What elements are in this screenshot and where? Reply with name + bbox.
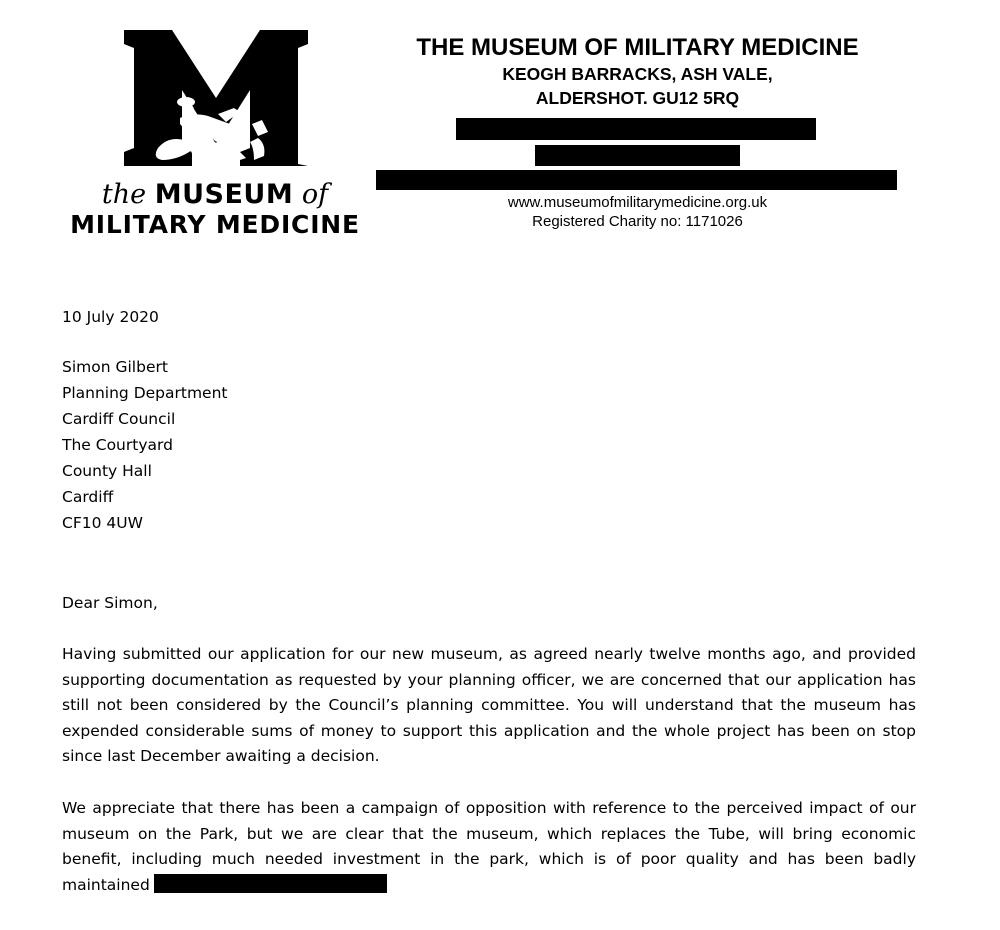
redaction-bar-1 — [456, 118, 816, 140]
letter-date: 10 July 2020 — [62, 308, 159, 326]
recipient-line: Cardiff — [62, 488, 114, 506]
logo-text-line2: MILITARY MEDICINE — [70, 210, 360, 239]
letterhead — [375, 34, 900, 110]
salutation: Dear Simon, — [62, 594, 158, 612]
paragraph-2-text: We appreciate that there has been a campaign of opposition with reference to the perceived impact of our museum on the Park, but we are clear that the museum, which replaces the Tube, will bring economic benefit, including much needed investment in the park, which is of poor quality and has been badly maintained — [62, 799, 916, 894]
recipient-line: The Courtyard — [62, 436, 173, 454]
recipient-line: Cardiff Council — [62, 410, 176, 428]
charity-number: Registered Charity no: 1171026 — [532, 213, 743, 230]
recipient-line: County Hall — [62, 462, 152, 480]
address-line-1: KEOGH BARRACKS, ASH VALE, — [502, 64, 773, 84]
redaction-bar-2 — [535, 145, 740, 166]
organisation-name: THE MUSEUM OF MILITARY MEDICINE — [416, 34, 859, 61]
contact-block — [375, 193, 900, 231]
paragraph-1: Having submitted our application for our new museum, as agreed nearly twelve months ago, and provided supporting documentation as requested by your planning officer, we are concerned that our application has still not been considered by the Council’s planning committee. You will understand that the museum has expended considerable sums of money to support this application and the whole project has been on stop since last December awaiting a decision. — [62, 645, 916, 765]
recipient-line: CF10 4UW — [62, 514, 143, 532]
museum-emblem-icon — [122, 28, 310, 168]
redaction-bar-3 — [376, 170, 897, 190]
website-text: www.museumofmilitarymedicine.org.uk — [507, 194, 768, 211]
museum-logo — [60, 28, 370, 243]
logo-word-of: of — [301, 179, 329, 210]
recipient-address — [62, 354, 228, 536]
logo-word-the: the — [101, 179, 147, 210]
logo-text-line1 — [60, 180, 370, 210]
recipient-line: Simon Gilbert — [62, 358, 168, 376]
redaction-inline — [154, 874, 387, 893]
recipient-line: Planning Department — [62, 384, 228, 402]
paragraph-2 — [62, 796, 916, 898]
logo-word-museum: MUSEUM — [154, 179, 294, 210]
address-line-2: ALDERSHOT. GU12 5RQ — [535, 88, 740, 108]
